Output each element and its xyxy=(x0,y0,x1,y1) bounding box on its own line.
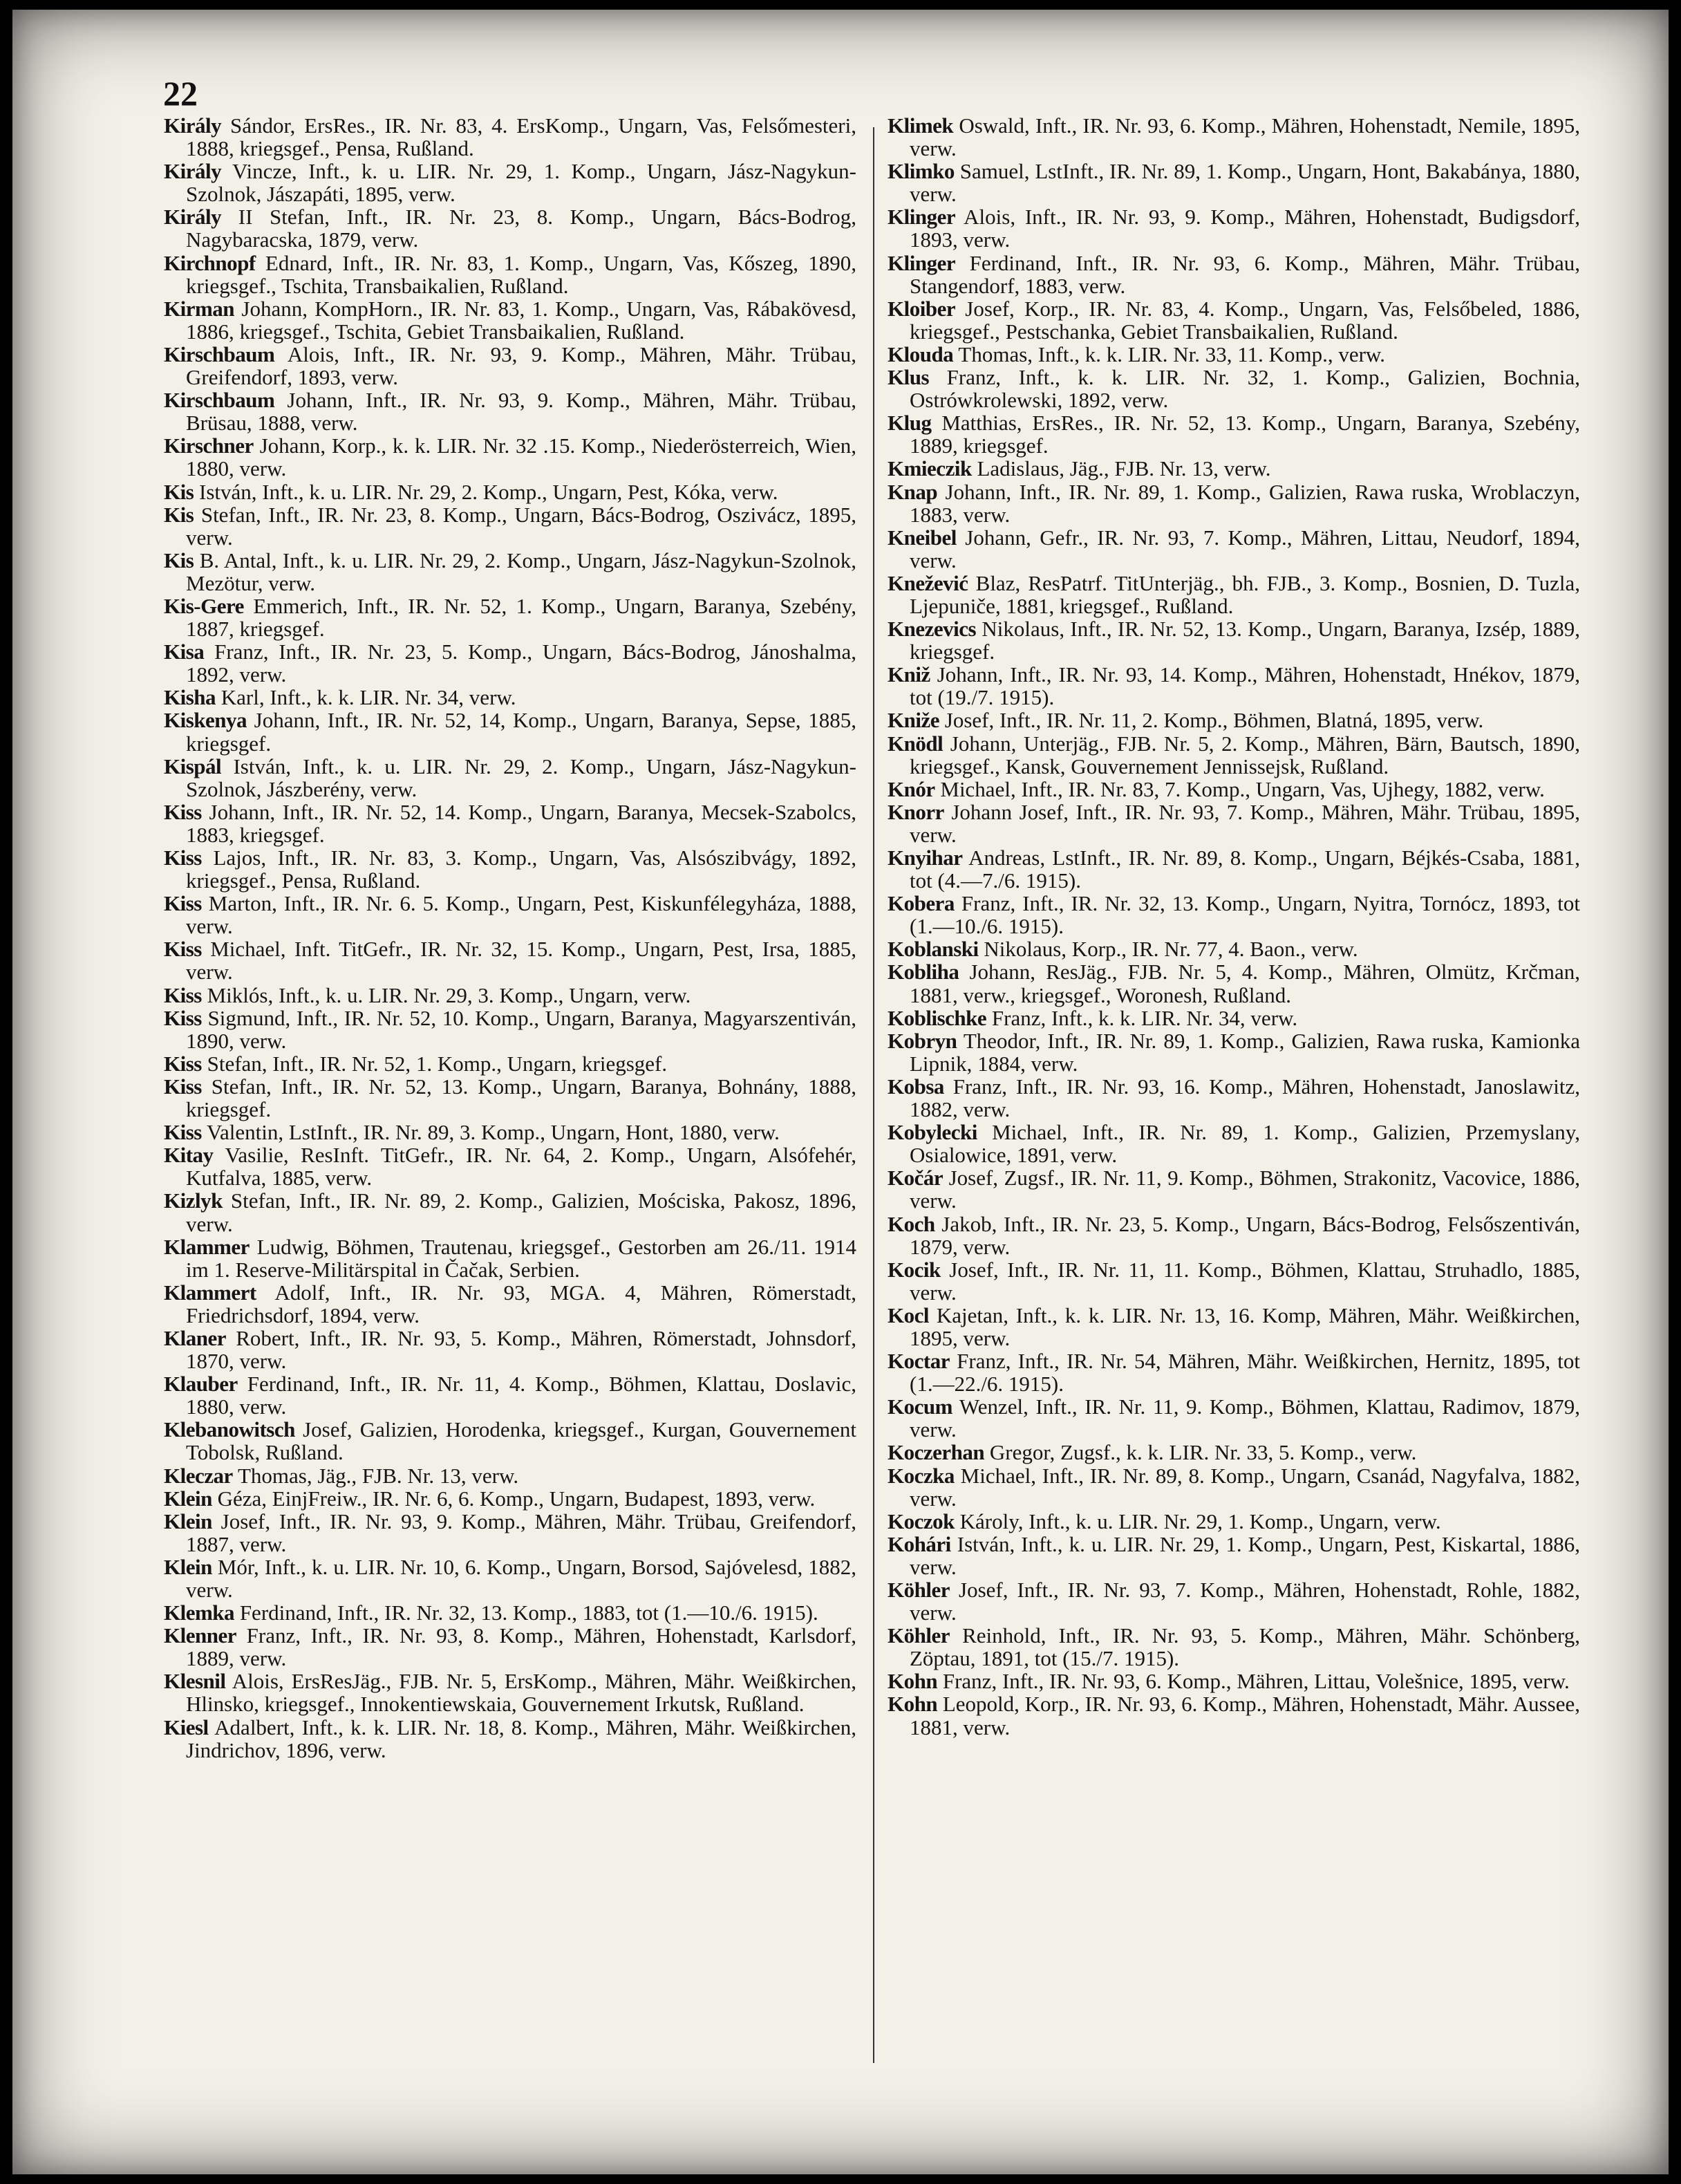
entry-surname: Kiss xyxy=(164,937,202,962)
entry-surname: Kiss xyxy=(164,799,202,824)
entry-details: Franz, Inft., k. k. LIR. Nr. 34, verw. xyxy=(986,1005,1298,1030)
entry-details: Wenzel, Inft., IR. Nr. 11, 9. Komp., Böhmen, Klattau, Radimov, 1879, verw. xyxy=(910,1394,1580,1442)
entry-details: Géza, EinjFreiw., IR. Nr. 6, 6. Komp., Ungarn, Budapest, 1893, verw. xyxy=(212,1486,816,1511)
register-entry xyxy=(888,1007,1580,1029)
entry-surname: Klammert xyxy=(164,1280,256,1305)
entry-details: Franz, Inft., IR. Nr. 93, 8. Komp., Mähren, Hohenstadt, Karlsdorf, 1889, verw. xyxy=(186,1623,856,1671)
entry-details: Blaz, ResPatrf. TitUnterjäg., bh. FJB., 3. Komp., Bosnien, D. Tuzla, Ljepuniče, 1881, kriegsgef., Rußland. xyxy=(910,570,1580,618)
entry-details: Johann Josef, Inft., IR. Nr. 93, 7. Komp., Mähren, Mähr. Trübau, 1895, verw. xyxy=(910,799,1580,847)
entry-surname: Koctar xyxy=(888,1349,950,1374)
register-entry xyxy=(888,732,1580,778)
right-column xyxy=(888,114,1580,1739)
register-entry xyxy=(888,846,1580,892)
register-entry xyxy=(888,663,1580,709)
entry-details: Adolf, Inft., IR. Nr. 93, MGA. 4, Mähren, Römerstadt, Friedrichsdorf, 1894, verw. xyxy=(186,1280,856,1327)
register-entry xyxy=(164,1670,856,1715)
entry-details: Karl, Inft., k. k. LIR. Nr. 34, verw. xyxy=(216,685,516,710)
register-entry xyxy=(888,114,1580,160)
entry-details: Valentin, LstInft., IR. Nr. 89, 3. Komp., Ungarn, Hont, 1880, verw. xyxy=(201,1120,780,1145)
entry-surname: Kobylecki xyxy=(888,1120,977,1145)
register-entry xyxy=(888,1166,1580,1212)
entry-details: Josef, Inft., IR. Nr. 93, 7. Komp., Mähren, Hohenstadt, Rohle, 1882, verw. xyxy=(910,1578,1580,1625)
entry-details: Johann, KompHorn., IR. Nr. 83, 1. Komp., Ungarn, Vas, Rábakövesd, 1886, kriegsgef., Tschita, Gebiet Transbaikalien, Rußland. xyxy=(186,296,856,344)
register-entry xyxy=(164,595,856,640)
register-entry xyxy=(888,1075,1580,1121)
entry-surname: Köhler xyxy=(888,1578,950,1602)
entry-surname: Kirchnopf xyxy=(164,250,256,275)
entry-surname: Klimek xyxy=(888,113,954,138)
entry-details: Nikolaus, Korp., IR. Nr. 77, 4. Baon., verw. xyxy=(978,937,1358,962)
entry-details: Johann, Korp., k. k. LIR. Nr. 32 .15. Komp., Niederösterreich, Wien, 1880, verw. xyxy=(186,433,856,481)
entry-surname: Knór xyxy=(888,776,935,801)
entry-details: Matthias, ErsRes., IR. Nr. 52, 13. Komp., Ungarn, Baranya, Szebény, 1889, kriegsgef. xyxy=(910,411,1580,458)
entry-details: Stefan, Inft., IR. Nr. 23, 8. Komp., Ungarn, Bács-Bodrog, Oszivácz, 1895, verw. xyxy=(186,502,856,550)
register-entry xyxy=(888,572,1580,617)
register-entry xyxy=(164,434,856,480)
entry-surname: Knorr xyxy=(888,799,944,824)
register-entry xyxy=(164,1624,856,1670)
register-entry xyxy=(164,1144,856,1189)
entry-details: István, Inft., k. u. LIR. Nr. 29, 2. Komp., Ungarn, Pest, Kóka, verw. xyxy=(194,479,778,504)
entry-surname: Kočár xyxy=(888,1166,943,1191)
entry-details: Leopold, Korp., IR. Nr. 93, 6. Komp., Mähren, Hohenstadt, Mähr. Aussee, 1881, verw. xyxy=(910,1692,1580,1739)
entry-surname: Knežević xyxy=(888,570,968,595)
entry-details: Josef, Inft., IR. Nr. 11, 11. Komp., Böhmen, Klattau, Struhadlo, 1885, verw. xyxy=(910,1257,1580,1305)
register-entry xyxy=(888,617,1580,663)
entry-surname: Klimko xyxy=(888,159,955,184)
entry-details: Johann, ResJäg., FJB. Nr. 5, 4. Komp., Mähren, Olmütz, Krčman, 1881, verw., kriegsgef., Woronesh, Rußland. xyxy=(910,960,1580,1007)
register-entry xyxy=(888,1350,1580,1395)
entry-details: Josef, Galizien, Horodenka, kriegsgef., Kurgan, Gouvernement Tobolsk, Rußland. xyxy=(186,1417,856,1465)
entry-surname: Kirschbaum xyxy=(164,342,275,366)
register-entry xyxy=(888,892,1580,937)
register-entry xyxy=(888,960,1580,1006)
entry-surname: Kiss xyxy=(164,891,202,916)
entry-surname: Klinger xyxy=(888,205,956,230)
entry-surname: Kiss xyxy=(164,982,202,1007)
entry-details: Theodor, Inft., IR. Nr. 89, 1. Komp., Galizien, Rawa ruska, Kamionka Lipnik, 1884, verw. xyxy=(910,1028,1580,1076)
entry-surname: Király xyxy=(164,205,222,230)
entry-details: Lajos, Inft., IR. Nr. 83, 3. Komp., Ungarn, Vas, Alsószibvágy, 1892, kriegsgef., Pensa, Rußland. xyxy=(186,846,856,893)
entry-details: Ludwig, Böhmen, Trautenau, kriegsgef., Gestorben am 26./11. 1914 im 1. Reserve-Militärspital in Čačak, Serbien. xyxy=(186,1234,856,1282)
entry-surname: Koczerhan xyxy=(888,1440,985,1465)
entry-surname: Kiss xyxy=(164,1074,202,1099)
entry-surname: Klaner xyxy=(164,1325,226,1350)
entry-surname: Kiss xyxy=(164,1051,202,1076)
register-entry xyxy=(888,1121,1580,1166)
entry-surname: Knezevics xyxy=(888,617,977,642)
entry-surname: Kiss xyxy=(164,1120,202,1145)
entry-surname: Kitay xyxy=(164,1143,214,1168)
entry-details: Johann, Inft., IR. Nr. 93, 14. Komp., Mähren, Hohenstadt, Hnékov, 1879, tot (19./7. 1915). xyxy=(910,662,1580,710)
register-entry xyxy=(164,1464,856,1487)
entry-details: Josef, Inft., IR. Nr. 93, 9. Komp., Mähren, Mähr. Trübau, Greifendorf, 1887, verw. xyxy=(186,1509,856,1556)
entry-details: Franz, Inft., IR. Nr. 93, 6. Komp., Mähren, Littau, Volešnice, 1895, verw. xyxy=(937,1669,1570,1694)
entry-details: Johann, Inft., IR. Nr. 52, 14. Komp., Ungarn, Baranya, Mecsek-Szabolcs, 1883, kriegsgef. xyxy=(186,799,856,847)
register-entry xyxy=(888,1464,1580,1510)
register-entry xyxy=(164,160,856,205)
entry-details: Josef, Korp., IR. Nr. 83, 4. Komp., Ungarn, Vas, Felsőbeled, 1886, kriegsgef., Pestschanka, Gebiet Transbaikalien, Rußland. xyxy=(910,296,1580,344)
entry-surname: Kiesl xyxy=(164,1715,209,1739)
register-entry xyxy=(164,846,856,892)
entry-details: Franz, Inft., IR. Nr. 54, Mähren, Mähr. Weißkirchen, Hernitz, 1895, tot (1.—22./6. 1915). xyxy=(910,1349,1580,1397)
entry-surname: Klenner xyxy=(164,1623,236,1648)
entry-surname: Klebanowitsch xyxy=(164,1417,295,1442)
entry-surname: Koczka xyxy=(888,1463,955,1488)
entry-details: Marton, Inft., IR. Nr. 6. 5. Komp., Ungarn, Pest, Kiskunfélegyháza, 1888, verw. xyxy=(186,891,856,939)
entry-details: Vasilie, ResInft. TitGefr., IR. Nr. 64, 2. Komp., Ungarn, Alsófehér, Kutfalva, 1885, verw. xyxy=(186,1143,856,1191)
entry-details: Stefan, Inft., IR. Nr. 52, 1. Komp., Ungarn, kriegsgef. xyxy=(201,1051,668,1076)
register-entry xyxy=(888,778,1580,801)
entry-details: Miklós, Inft., k. u. LIR. Nr. 29, 3. Komp., Ungarn, verw. xyxy=(201,982,691,1007)
entry-surname: Kisha xyxy=(164,685,216,710)
entry-surname: Klemka xyxy=(164,1600,235,1625)
entry-details: Ferdinand, Inft., IR. Nr. 32, 13. Komp., 1883, tot (1.—10./6. 1915). xyxy=(234,1600,818,1625)
entry-surname: Kneibel xyxy=(888,525,957,550)
entry-details: Andreas, LstInft., IR. Nr. 89, 8. Komp., Ungarn, Béjkés-Csaba, 1881, tot (4.—7./6. 1915). xyxy=(910,846,1580,893)
entry-details: Ladislaus, Jäg., FJB. Nr. 13, verw. xyxy=(971,456,1271,481)
register-entry xyxy=(164,892,856,937)
register-entry xyxy=(888,366,1580,411)
register-entry xyxy=(164,937,856,983)
register-entry xyxy=(164,480,856,503)
entry-surname: Kohn xyxy=(888,1692,938,1717)
entry-surname: Kocl xyxy=(888,1303,929,1327)
register-entry xyxy=(888,1624,1580,1670)
entry-surname: Klein xyxy=(164,1554,212,1579)
entry-details: Johann, Gefr., IR. Nr. 93, 7. Komp., Mähren, Littau, Neudorf, 1894, verw. xyxy=(910,525,1580,572)
entry-details: Adalbert, Inft., k. k. LIR. Nr. 18, 8. Komp., Mähren, Mähr. Weißkirchen, Jindrichov, 1896, verw. xyxy=(186,1715,856,1762)
entry-details: Franz, Inft., k. k. LIR. Nr. 32, 1. Komp., Galizien, Bochnia, Ostrówkrolewski, 1892, verw. xyxy=(910,365,1580,413)
entry-details: Vincze, Inft., k. u. LIR. Nr. 29, 1. Komp., Ungarn, Jász-Nagykun-Szolnok, Jászapáti, 1895, verw. xyxy=(186,159,856,207)
entry-surname: Kisa xyxy=(164,640,205,664)
register-entry xyxy=(888,1692,1580,1738)
entry-details: Sigmund, Inft., IR. Nr. 52, 10. Komp., Ungarn, Baranya, Magyarszentiván, 1890, verw. xyxy=(186,1005,856,1053)
register-entry xyxy=(164,709,856,754)
entry-surname: Király xyxy=(164,159,222,184)
register-entry xyxy=(164,549,856,595)
register-entry xyxy=(888,160,1580,205)
register-entry xyxy=(164,1601,856,1624)
register-entry xyxy=(888,297,1580,343)
entry-details: Michael, Inft., IR. Nr. 89, 8. Komp., Ungarn, Csanád, Nagyfalva, 1882, verw. xyxy=(910,1463,1580,1511)
entry-details: Franz, Inft., IR. Nr. 23, 5. Komp., Ungarn, Bács-Bodrog, Jánoshalma, 1892, verw. xyxy=(186,640,856,687)
entry-surname: Klammer xyxy=(164,1234,250,1259)
entry-surname: Kocum xyxy=(888,1394,952,1419)
register-entry xyxy=(888,252,1580,297)
entry-surname: Klus xyxy=(888,365,930,390)
register-entry xyxy=(888,343,1580,366)
entry-details: Stefan, Inft., IR. Nr. 89, 2. Komp., Galizien, Mościska, Pakosz, 1896, verw. xyxy=(186,1188,856,1236)
entry-details: Stefan, Inft., IR. Nr. 52, 13. Komp., Ungarn, Baranya, Bohnány, 1888, kriegsgef. xyxy=(186,1074,856,1122)
entry-details: Josef, Zugsf., IR. Nr. 11, 9. Komp., Böhmen, Strakonitz, Vacovice, 1886, verw. xyxy=(910,1166,1580,1213)
entry-surname: Kleczar xyxy=(164,1463,233,1488)
entry-details: Robert, Inft., IR. Nr. 93, 5. Komp., Mähren, Römerstadt, Johnsdorf, 1870, verw. xyxy=(186,1325,856,1374)
entry-details: Kajetan, Inft., k. k. LIR. Nr. 13, 16. Komp, Mähren, Mähr. Weißkirchen, 1895, verw. xyxy=(910,1303,1580,1350)
entry-details: István, Inft., k. u. LIR. Nr. 29, 2. Komp., Ungarn, Jász-Nagykun-Szolnok, Jászberény, verw. xyxy=(186,754,856,801)
entry-surname: Klauber xyxy=(164,1372,238,1397)
register-entry xyxy=(164,1189,856,1235)
entry-surname: Kispál xyxy=(164,754,222,778)
entry-details: Ferdinand, Inft., IR. Nr. 93, 6. Komp., Mähren, Mähr. Trübau, Stangendorf, 1883, verw. xyxy=(910,250,1580,298)
entry-details: Alois, Inft., IR. Nr. 93, 9. Komp., Mähren, Hohenstadt, Budigsdorf, 1893, verw. xyxy=(910,205,1580,252)
register-entry xyxy=(888,1213,1580,1258)
entry-details: Emmerich, Inft., IR. Nr. 52, 1. Komp., Ungarn, Baranya, Szebény, 1887, kriegsgef. xyxy=(186,593,856,642)
register-entry xyxy=(888,1441,1580,1464)
entry-details: Franz, Inft., IR. Nr. 32, 13. Komp., Ungarn, Nyitra, Tornócz, 1893, tot (1.—10./6. 1915). xyxy=(910,891,1580,939)
entry-surname: Kohári xyxy=(888,1531,951,1556)
entry-details: Michael, Inft., IR. Nr. 89, 1. Komp., Galizien, Przemyslany, Osialowice, 1891, verw. xyxy=(910,1120,1580,1168)
entry-details: Samuel, LstInft., IR. Nr. 89, 1. Komp., Ungarn, Hont, Bakabánya, 1880, verw. xyxy=(910,159,1580,207)
register-entry xyxy=(888,1533,1580,1578)
register-entry xyxy=(164,297,856,343)
register-entry xyxy=(888,1578,1580,1624)
entry-details: Jakob, Inft., IR. Nr. 23, 5. Komp., Ungarn, Bács-Bodrog, Felsőszentiván, 1879, verw. xyxy=(910,1211,1580,1259)
register-entry xyxy=(164,1556,856,1601)
entry-details: Ednard, Inft., IR. Nr. 83, 1. Komp., Ungarn, Vas, Kőszeg, 1890, kriegsgef., Tschita, Transbaikalien, Rußland. xyxy=(186,250,856,298)
register-entry xyxy=(164,1327,856,1372)
entry-details: Josef, Inft., IR. Nr. 11, 2. Komp., Böhmen, Blatná, 1895, verw. xyxy=(939,708,1484,733)
register-entry xyxy=(888,1670,1580,1692)
entry-details: Michael, Inft. TitGefr., IR. Nr. 32, 15. Komp., Ungarn, Pest, Irsa, 1885, verw. xyxy=(186,937,856,984)
register-entry xyxy=(164,984,856,1007)
register-entry xyxy=(888,526,1580,572)
entry-details: Thomas, Inft., k. k. LIR. Nr. 33, 11. Komp., verw. xyxy=(953,342,1386,366)
register-entry xyxy=(888,1304,1580,1350)
entry-surname: Kis-Gere xyxy=(164,593,244,618)
register-entry xyxy=(888,937,1580,960)
entry-surname: Koblanski xyxy=(888,937,979,962)
entry-surname: Klug xyxy=(888,411,932,436)
register-entry xyxy=(888,801,1580,846)
entry-surname: Kloiber xyxy=(888,296,956,321)
entry-surname: Kocik xyxy=(888,1257,941,1282)
register-entry xyxy=(164,1418,856,1464)
entry-details: Gregor, Zugsf., k. k. LIR. Nr. 33, 5. Komp., verw. xyxy=(984,1440,1417,1465)
entry-surname: Kirschbaum xyxy=(164,388,275,413)
left-column xyxy=(164,114,856,1762)
entry-surname: Koblischke xyxy=(888,1005,987,1030)
entry-details: Johann, Inft., IR. Nr. 93, 9. Komp., Mähren, Mähr. Trübau, Brüsau, 1888, verw. xyxy=(186,388,856,436)
entry-surname: Kiss xyxy=(164,1005,202,1030)
entry-details: Sándor, ErsRes., IR. Nr. 83, 4. ErsKomp., Ungarn, Vas, Felsőmesteri, 1888, kriegsgef., Pensa, Rußland. xyxy=(186,113,856,161)
entry-details: Michael, Inft., IR. Nr. 83, 7. Komp., Ungarn, Vas, Ujhegy, 1882, verw. xyxy=(935,776,1545,801)
entry-surname: Kobliha xyxy=(888,960,959,984)
register-entry xyxy=(164,801,856,846)
entry-surname: Kniže xyxy=(888,708,939,733)
entry-surname: Koch xyxy=(888,1211,935,1236)
entry-details: Franz, Inft., IR. Nr. 93, 16. Komp., Mähren, Hohenstadt, Janoslawitz, 1882, verw. xyxy=(910,1074,1580,1122)
entry-surname: Klouda xyxy=(888,342,954,366)
register-entry xyxy=(164,1716,856,1762)
page-number: 22 xyxy=(163,74,198,113)
entry-surname: Kniž xyxy=(888,662,930,687)
register-entry xyxy=(164,252,856,297)
register-entry xyxy=(888,1510,1580,1533)
entry-details: Johann, Inft., IR. Nr. 52, 14, Komp., Ungarn, Baranya, Sepse, 1885, kriegsgef. xyxy=(186,708,856,756)
entry-surname: Kiss xyxy=(164,846,202,870)
entry-surname: Knyihar xyxy=(888,846,963,870)
register-entry xyxy=(164,389,856,434)
entry-details: II Stefan, Inft., IR. Nr. 23, 8. Komp., Ungarn, Bács-Bodrog, Nagybaracska, 1879, verw. xyxy=(186,205,856,252)
register-entry xyxy=(164,1007,856,1052)
entry-details: Károly, Inft., k. u. LIR. Nr. 29, 1. Komp., Ungarn, verw. xyxy=(954,1509,1441,1533)
entry-surname: Király xyxy=(164,113,222,138)
register-entry xyxy=(888,480,1580,526)
register-entry xyxy=(164,1487,856,1510)
register-entry xyxy=(164,755,856,801)
entry-surname: Kis xyxy=(164,479,194,504)
entry-surname: Kis xyxy=(164,502,194,527)
entry-surname: Kis xyxy=(164,548,194,572)
entry-details: Thomas, Jäg., FJB. Nr. 13, verw. xyxy=(232,1463,519,1488)
register-entry xyxy=(164,1510,856,1556)
entry-surname: Kobsa xyxy=(888,1074,944,1099)
entry-details: István, Inft., k. u. LIR. Nr. 29, 1. Komp., Ungarn, Pest, Kiskartal, 1886, verw. xyxy=(910,1531,1580,1579)
entry-details: Ferdinand, Inft., IR. Nr. 11, 4. Komp., Böhmen, Klattau, Doslavic, 1880, verw. xyxy=(186,1372,856,1419)
register-entry xyxy=(888,1258,1580,1304)
entry-surname: Kobryn xyxy=(888,1028,957,1053)
document-page xyxy=(12,10,1669,2174)
entry-surname: Klein xyxy=(164,1486,212,1511)
entry-surname: Kobera xyxy=(888,891,955,916)
register-entry xyxy=(164,1372,856,1418)
entry-details: B. Antal, Inft., k. u. LIR. Nr. 29, 2. Komp., Ungarn, Jász-Nagykun-Szolnok, Mezötur, verw. xyxy=(186,548,856,595)
entry-surname: Klein xyxy=(164,1509,212,1533)
entry-surname: Kizlyk xyxy=(164,1188,223,1213)
entry-details: Mór, Inft., k. u. LIR. Nr. 10, 6. Komp., Ungarn, Borsod, Sajóvelesd, 1882, verw. xyxy=(186,1554,856,1602)
entry-surname: Kirschner xyxy=(164,433,254,458)
entry-surname: Klesnil xyxy=(164,1669,226,1694)
register-entry xyxy=(164,640,856,686)
column-divider xyxy=(873,127,874,2063)
register-entry xyxy=(888,411,1580,457)
entry-surname: Kiskenya xyxy=(164,708,247,733)
register-entry xyxy=(164,1281,856,1327)
entry-details: Nikolaus, Inft., IR. Nr. 52, 13. Komp., Ungarn, Baranya, Izsép, 1889, kriegsgef. xyxy=(910,617,1580,664)
entry-surname: Klinger xyxy=(888,250,956,275)
register-entry xyxy=(164,1052,856,1075)
entry-surname: Knap xyxy=(888,479,938,504)
register-entry xyxy=(888,457,1580,480)
entry-details: Johann, Unterjäg., FJB. Nr. 5, 2. Komp., Mähren, Bärn, Bautsch, 1890, kriegsgef., Kansk, Gouvernement Jennissejsk, Rußland. xyxy=(910,731,1580,778)
register-entry xyxy=(888,1029,1580,1075)
register-entry xyxy=(164,686,856,709)
entry-details: Alois, Inft., IR. Nr. 93, 9. Komp., Mähren, Mähr. Trübau, Greifendorf, 1893, verw. xyxy=(186,342,856,390)
entry-surname: Kmieczik xyxy=(888,456,972,481)
entry-details: Alois, ErsResJäg., FJB. Nr. 5, ErsKomp., Mähren, Mähr. Weißkirchen, Hlinsko, kriegsgef., Innokentiewskaia, Gouvernement Irkutsk, Rußland. xyxy=(186,1669,856,1717)
register-entry xyxy=(164,343,856,389)
register-entry xyxy=(164,205,856,251)
register-entry xyxy=(888,709,1580,731)
entry-details: Reinhold, Inft., IR. Nr. 93, 5. Komp., Mähren, Mähr. Schönberg, Zöptau, 1891, tot (15./7. 1915). xyxy=(910,1623,1580,1671)
entry-surname: Köhler xyxy=(888,1623,950,1648)
entry-details: Johann, Inft., IR. Nr. 89, 1. Komp., Galizien, Rawa ruska, Wroblaczyn, 1883, verw. xyxy=(910,479,1580,527)
register-entry xyxy=(888,1395,1580,1441)
entry-surname: Koczok xyxy=(888,1509,955,1533)
register-entry xyxy=(164,1075,856,1121)
register-entry xyxy=(164,1235,856,1281)
register-entry xyxy=(164,114,856,160)
entry-surname: Kirman xyxy=(164,296,235,321)
entry-details: Oswald, Inft., IR. Nr. 93, 6. Komp., Mähren, Hohenstadt, Nemile, 1895, verw. xyxy=(910,113,1580,161)
entry-surname: Knödl xyxy=(888,731,943,756)
register-entry xyxy=(164,503,856,549)
entry-surname: Kohn xyxy=(888,1669,938,1694)
register-entry xyxy=(888,205,1580,251)
register-entry xyxy=(164,1121,856,1144)
